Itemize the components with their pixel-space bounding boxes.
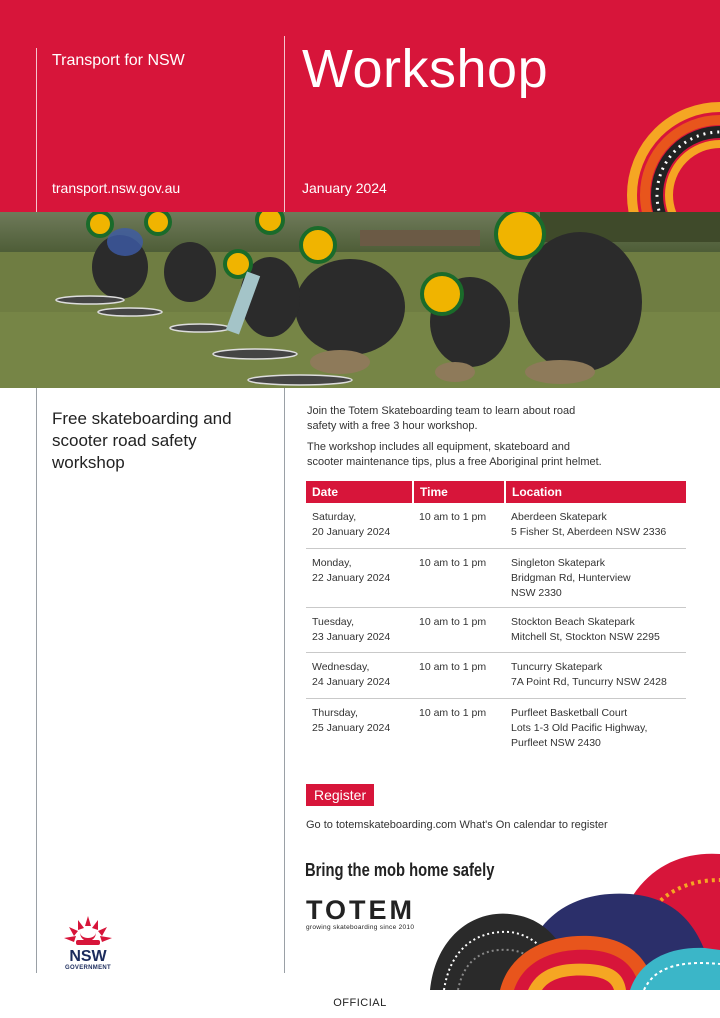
row-address: Mitchell St, Stockton NSW 2295 xyxy=(511,630,660,643)
slogan: Bring the mob home safely xyxy=(305,860,495,880)
row-address: Lots 1-3 Old Pacific Highway, Purfleet NSW 2430 xyxy=(511,721,648,749)
register-button[interactable]: Register xyxy=(306,784,374,806)
intro-text xyxy=(307,404,607,476)
row-date: 25 January 2024 xyxy=(312,721,391,734)
location-cell xyxy=(505,698,686,757)
intro-paragraph: Join the Totem Skateboarding team to learn about road safety with a free 3 hour workshop. xyxy=(307,405,576,432)
body-divider-center xyxy=(284,388,285,973)
row-date: 20 January 2024 xyxy=(312,526,391,538)
table-row xyxy=(306,698,686,757)
workshop-subtitle: Free skateboarding and scooter road safety workshop xyxy=(52,409,232,472)
time-cell: 10 am to 1 pm xyxy=(413,652,505,698)
column-header-location: Location xyxy=(505,481,686,503)
time-cell: 10 am to 1 pm xyxy=(413,607,505,652)
row-venue: Tuncurry Skatepark xyxy=(511,660,603,673)
schedule-table xyxy=(306,481,686,757)
header-banner xyxy=(0,0,720,212)
totem-logo-word: TOTEM xyxy=(306,895,415,925)
row-day: Wednesday, xyxy=(312,660,370,673)
aboriginal-art-arc-top xyxy=(610,100,720,212)
schedule-header-row xyxy=(306,481,686,503)
column-header-date: Date xyxy=(306,481,413,503)
header-divider-center xyxy=(284,36,285,212)
location-cell xyxy=(505,548,686,607)
waratah-icon xyxy=(62,914,114,946)
row-venue: Singleton Skatepark xyxy=(511,556,605,569)
row-day: Monday, xyxy=(312,556,352,569)
organisation-name: Transport for NSW xyxy=(52,52,185,69)
row-day: Thursday, xyxy=(312,706,358,719)
register-instructions: Go to totemskateboarding.com What's On calendar to register xyxy=(306,819,608,831)
aboriginal-art-hills xyxy=(430,850,720,990)
totem-logo xyxy=(306,896,415,931)
date-cell xyxy=(306,548,413,607)
row-venue: Purfleet Basketball Court xyxy=(511,706,628,719)
row-address: 7A Point Rd, Tuncurry NSW 2428 xyxy=(511,675,667,688)
nsw-logo-word: NSW xyxy=(69,948,107,965)
location-cell xyxy=(505,503,686,548)
row-day: Saturday, xyxy=(312,511,357,523)
skateboarding-photo xyxy=(0,212,720,388)
row-day: Tuesday, xyxy=(312,615,355,628)
date-cell xyxy=(306,698,413,757)
table-row xyxy=(306,652,686,698)
table-row xyxy=(306,548,686,607)
row-venue: Stockton Beach Skatepark xyxy=(511,615,635,628)
body-divider-left xyxy=(36,388,37,973)
date-cell xyxy=(306,503,413,548)
website-link[interactable]: transport.nsw.gov.au xyxy=(52,180,181,196)
table-row xyxy=(306,503,686,548)
date-cell xyxy=(306,652,413,698)
location-cell xyxy=(505,607,686,652)
row-date: 22 January 2024 xyxy=(312,571,391,584)
intro-paragraph: The workshop includes all equipment, skateboard and scooter maintenance tips, plus a free Aboriginal print helmet. xyxy=(307,441,602,468)
row-venue: Aberdeen Skatepark xyxy=(511,511,607,523)
time-cell: 10 am to 1 pm xyxy=(413,503,505,548)
page-title: Workshop xyxy=(302,39,549,99)
nsw-logo-subtext: GOVERNMENT xyxy=(64,965,111,971)
row-address: 5 Fisher St, Aberdeen NSW 2336 xyxy=(511,526,667,538)
table-row xyxy=(306,607,686,652)
row-date: 23 January 2024 xyxy=(312,630,391,643)
row-date: 24 January 2024 xyxy=(312,675,391,688)
security-classification: OFFICIAL xyxy=(333,997,387,1009)
event-month: January 2024 xyxy=(302,180,387,196)
time-cell: 10 am to 1 pm xyxy=(413,548,505,607)
header-divider-left xyxy=(36,48,37,212)
column-header-time: Time xyxy=(413,481,505,503)
date-cell xyxy=(306,607,413,652)
row-address: Bridgman Rd, Hunterview NSW 2330 xyxy=(511,571,631,599)
time-cell: 10 am to 1 pm xyxy=(419,706,487,719)
location-cell xyxy=(505,652,686,698)
totem-tagline: growing skateboarding since 2010 xyxy=(306,924,415,931)
nsw-government-logo xyxy=(60,914,116,971)
